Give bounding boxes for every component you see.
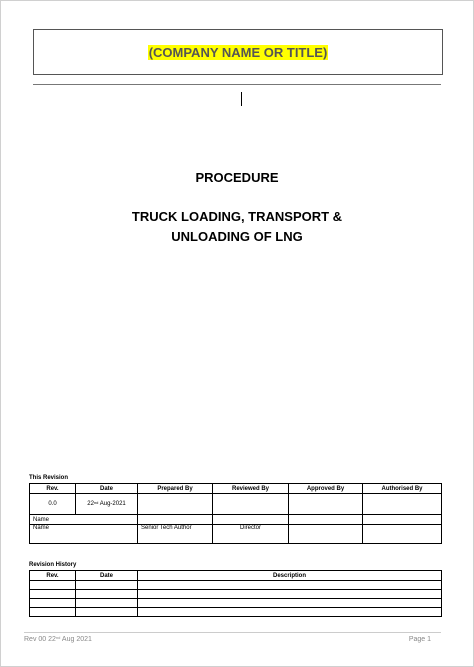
table-header-row (30, 484, 442, 494)
authorised-signature-cell[interactable] (363, 494, 442, 515)
authorised-role-cell[interactable] (363, 525, 442, 544)
subject-line-1: TRUCK LOADING, TRANSPORT & (131, 209, 343, 224)
table-row (30, 590, 442, 599)
approved-signature-cell[interactable] (289, 494, 363, 515)
reviewed-role[interactable]: Director (213, 525, 289, 544)
col-date: Date (76, 484, 138, 494)
table-row (30, 608, 442, 617)
table-row (30, 525, 442, 544)
table-row (30, 581, 442, 590)
table-row (30, 515, 442, 525)
approved-role-cell[interactable] (289, 525, 363, 544)
col-reviewed-by: Reviewed By (213, 484, 289, 494)
footer-page-number: Page 1 (408, 636, 431, 643)
col-approved-by: Approved By (289, 484, 363, 494)
reviewed-name-cell[interactable] (213, 515, 289, 525)
table-row (30, 599, 442, 608)
col-prepared-by: Prepared By (138, 484, 213, 494)
subject-line-2: UNLOADING OF LNG (171, 229, 303, 244)
approved-name-cell[interactable] (289, 515, 363, 525)
col-authorised-by: Authorised By (363, 484, 442, 494)
footer-revision: Rev 00 22nd Aug 2021 (24, 635, 92, 643)
name-label: Name (30, 515, 138, 525)
prepared-signature-cell[interactable] (138, 494, 213, 515)
revision-history-label: Revision History (29, 562, 77, 568)
document-type[interactable]: PROCEDURE (195, 170, 279, 185)
authorised-name-cell[interactable] (363, 515, 442, 525)
this-revision-table (29, 483, 442, 544)
header-divider (33, 84, 441, 85)
text-cursor (241, 92, 242, 106)
revision-history-table (29, 570, 442, 617)
header-box (33, 29, 443, 75)
footer-divider (24, 632, 441, 633)
reviewed-signature-cell[interactable] (213, 494, 289, 515)
company-title[interactable]: (COMPANY NAME OR TITLE) (148, 44, 328, 60)
table-row (30, 494, 442, 515)
rev-value[interactable]: 0.0 (30, 494, 76, 515)
prepared-role[interactable]: Senior Tech Author (138, 525, 213, 544)
name-label-2: Name (30, 525, 138, 544)
date-value[interactable]: 22nd Aug-2021 (76, 494, 138, 515)
prepared-name-cell[interactable] (138, 515, 213, 525)
col-date: Date (76, 571, 138, 581)
table-header-row (30, 571, 442, 581)
col-rev: Rev. (30, 571, 76, 581)
document-subject[interactable] (0, 207, 474, 247)
col-rev: Rev. (30, 484, 76, 494)
col-description: Description (138, 571, 442, 581)
this-revision-label: This Revision (29, 475, 69, 481)
